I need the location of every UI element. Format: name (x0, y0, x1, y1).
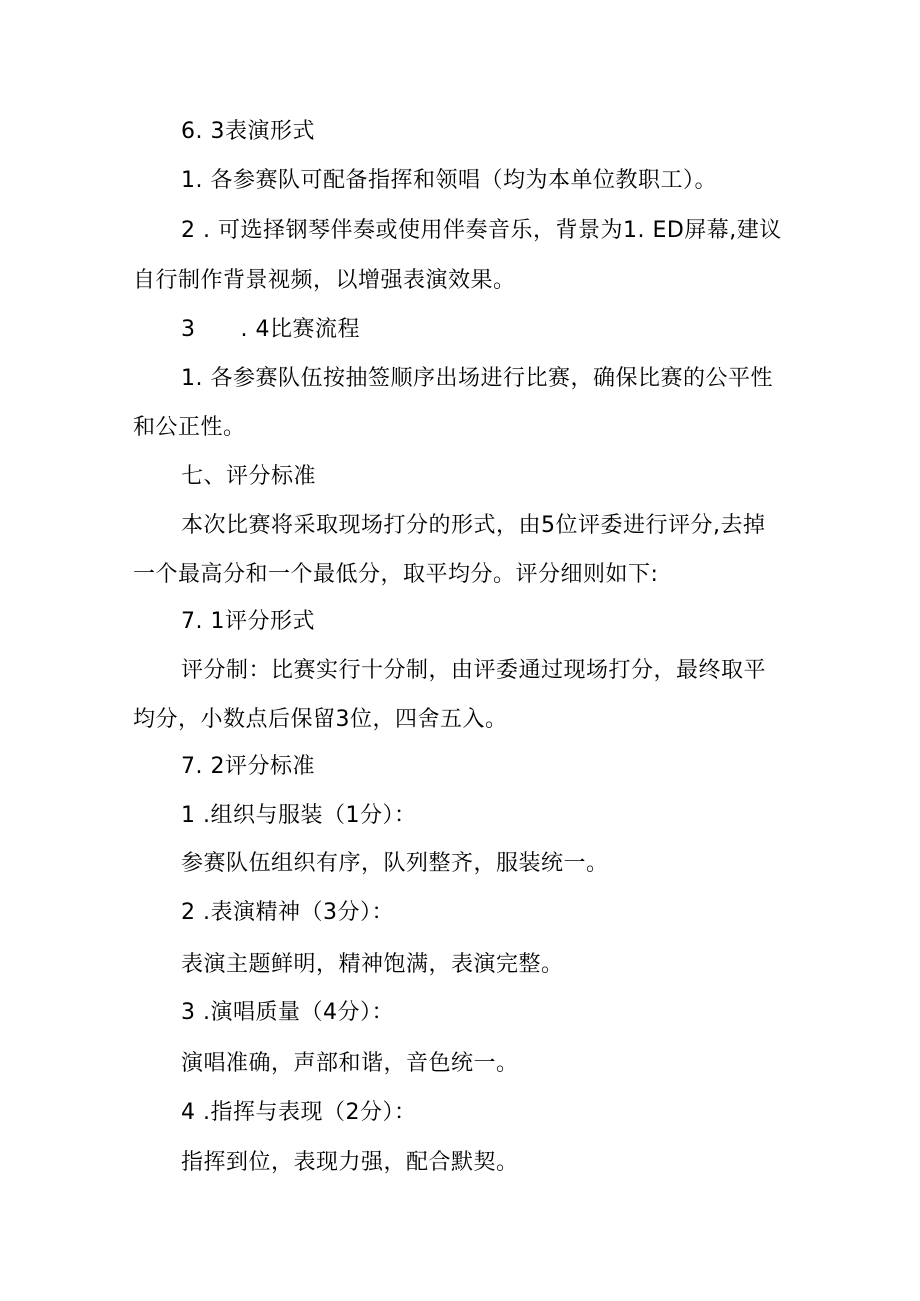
criterion-description: 参赛队伍组织有序，队列整齐，服装统一。 (181, 851, 609, 876)
chapter-heading: 七、评分标准 (181, 464, 317, 489)
paragraph-line: 本次比赛将采取现场打分的形式，由5位评委进行评分,去掉 (181, 513, 766, 538)
section-heading: 7. 2评分标准 (181, 754, 315, 779)
paragraph-line: 均分，小数点后保留3位，四舍五入。 (133, 707, 508, 732)
paragraph-line: 1. 各参赛队可配备指挥和领唱（均为本单位教职工）。 (181, 168, 717, 193)
paragraph-line: 和公正性。 (133, 415, 246, 440)
section-heading: 7. 1评分形式 (181, 609, 315, 634)
criterion-description: 指挥到位，表现力强，配合默契。 (181, 1150, 519, 1175)
section-heading: 6. 3表演形式 (181, 119, 315, 144)
paragraph-line: 一个最高分和一个最低分，取平均分。评分细则如下: (133, 562, 659, 587)
criterion-title: 1 .组织与服装（1分）： (181, 803, 417, 828)
criterion-description: 演唱准确，声部和谐，音色统一。 (181, 1051, 519, 1076)
paragraph-line: 2 . 可选择钢琴伴奏或使用伴奏音乐，背景为1. ED屏幕,建议 (181, 218, 782, 243)
paragraph-line: 1. 各参赛队伍按抽签顺序出场进行比赛，确保比赛的公平性 (181, 366, 773, 391)
criterion-title: 3 .演唱质量（4分）： (181, 1000, 394, 1025)
section-heading: 3 . 4比赛流程 (181, 317, 360, 342)
criterion-description: 表演主题鲜明，精神饱满，表演完整。 (181, 952, 564, 977)
paragraph-line: 评分制：比赛实行十分制，由评委通过现场打分，最终取平 (181, 658, 767, 683)
paragraph-line: 自行制作背景视频，以增强表演效果。 (133, 268, 516, 293)
criterion-title: 4 .指挥与表现（2分）： (181, 1100, 417, 1125)
criterion-title: 2 .表演精神（3分）： (181, 900, 394, 925)
